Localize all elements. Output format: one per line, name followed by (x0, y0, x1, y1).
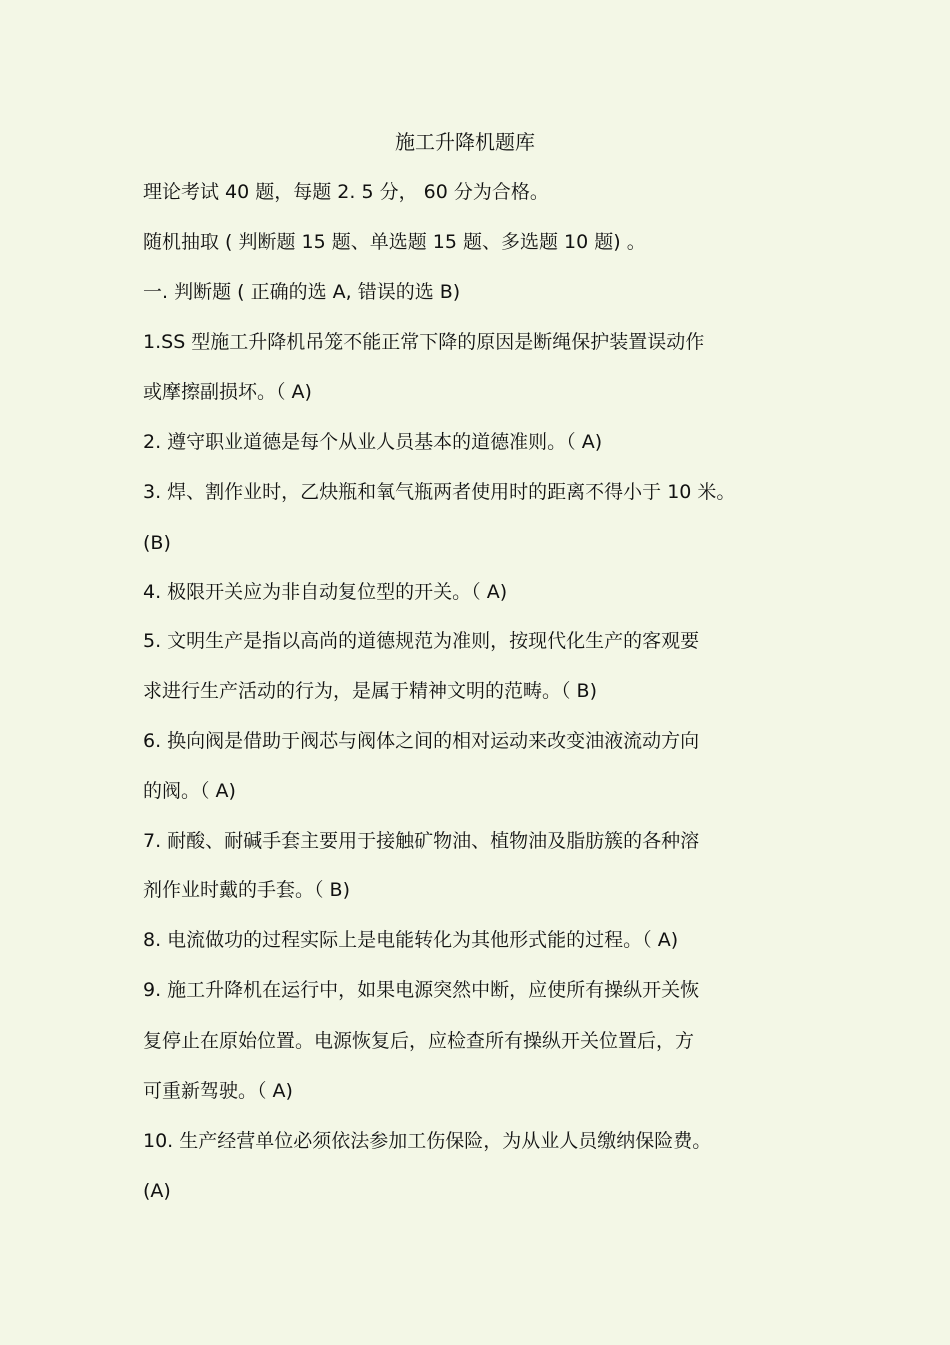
question-line: 9. 施工升降机在运行中，如果电源突然中断，应使所有操纵开关恢 (143, 979, 700, 1001)
question-line: 7. 耐酸、耐碱手套主要用于接触矿物油、植物油及脂肪簇的各种溶 (143, 830, 700, 852)
question-line: 4. 极限开关应为非自动复位型的开关。（ A) (143, 581, 508, 603)
question-line: 求进行生产活动的行为，是属于精神文明的范畴。（ B) (143, 680, 597, 702)
question-line: 或摩擦副损坏。（ A) (143, 381, 312, 403)
question-line: 1.SS 型施工升降机吊笼不能正常下降的原因是断绳保护装置误动作 (143, 331, 705, 353)
question-line: 10. 生产经营单位必须依法参加工伤保险，为从业人员缴纳保险费。 (143, 1130, 712, 1152)
question-line: 6. 换向阀是借助于阀芯与阀体之间的相对运动来改变油液流动方向 (143, 730, 700, 752)
question-line: 剂作业时戴的手套。（ B) (143, 879, 350, 901)
question-line: 可重新驾驶。（ A) (143, 1080, 293, 1102)
question-line: 的阀。（ A) (143, 780, 236, 802)
question-line: (B) (143, 532, 171, 554)
exam-selection-line: 随机抽取 ( 判断题 15 题、单选题 15 题、多选题 10 题) 。 (143, 231, 646, 253)
document-title: 施工升降机题库 (395, 130, 535, 154)
exam-info-line: 理论考试 40 题，每题 2. 5 分， 60 分为合格。 (143, 181, 549, 203)
question-line: 5. 文明生产是指以高尚的道德规范为准则，按现代化生产的客观要 (143, 630, 700, 652)
question-line: 3. 焊、割作业时，乙炔瓶和氧气瓶两者使用时的距离不得小于 10 米。 (143, 481, 736, 503)
section-heading: 一. 判断题 ( 正确的选 A, 错误的选 B) (143, 281, 461, 303)
question-line: (A) (143, 1180, 171, 1202)
question-line: 8. 电流做功的过程实际上是电能转化为其他形式能的过程。（ A) (143, 929, 679, 951)
question-line: 复停止在原始位置。电源恢复后，应检查所有操纵开关位置后，方 (143, 1030, 695, 1052)
question-line: 2. 遵守职业道德是每个从业人员基本的道德准则。（ A) (143, 431, 603, 453)
